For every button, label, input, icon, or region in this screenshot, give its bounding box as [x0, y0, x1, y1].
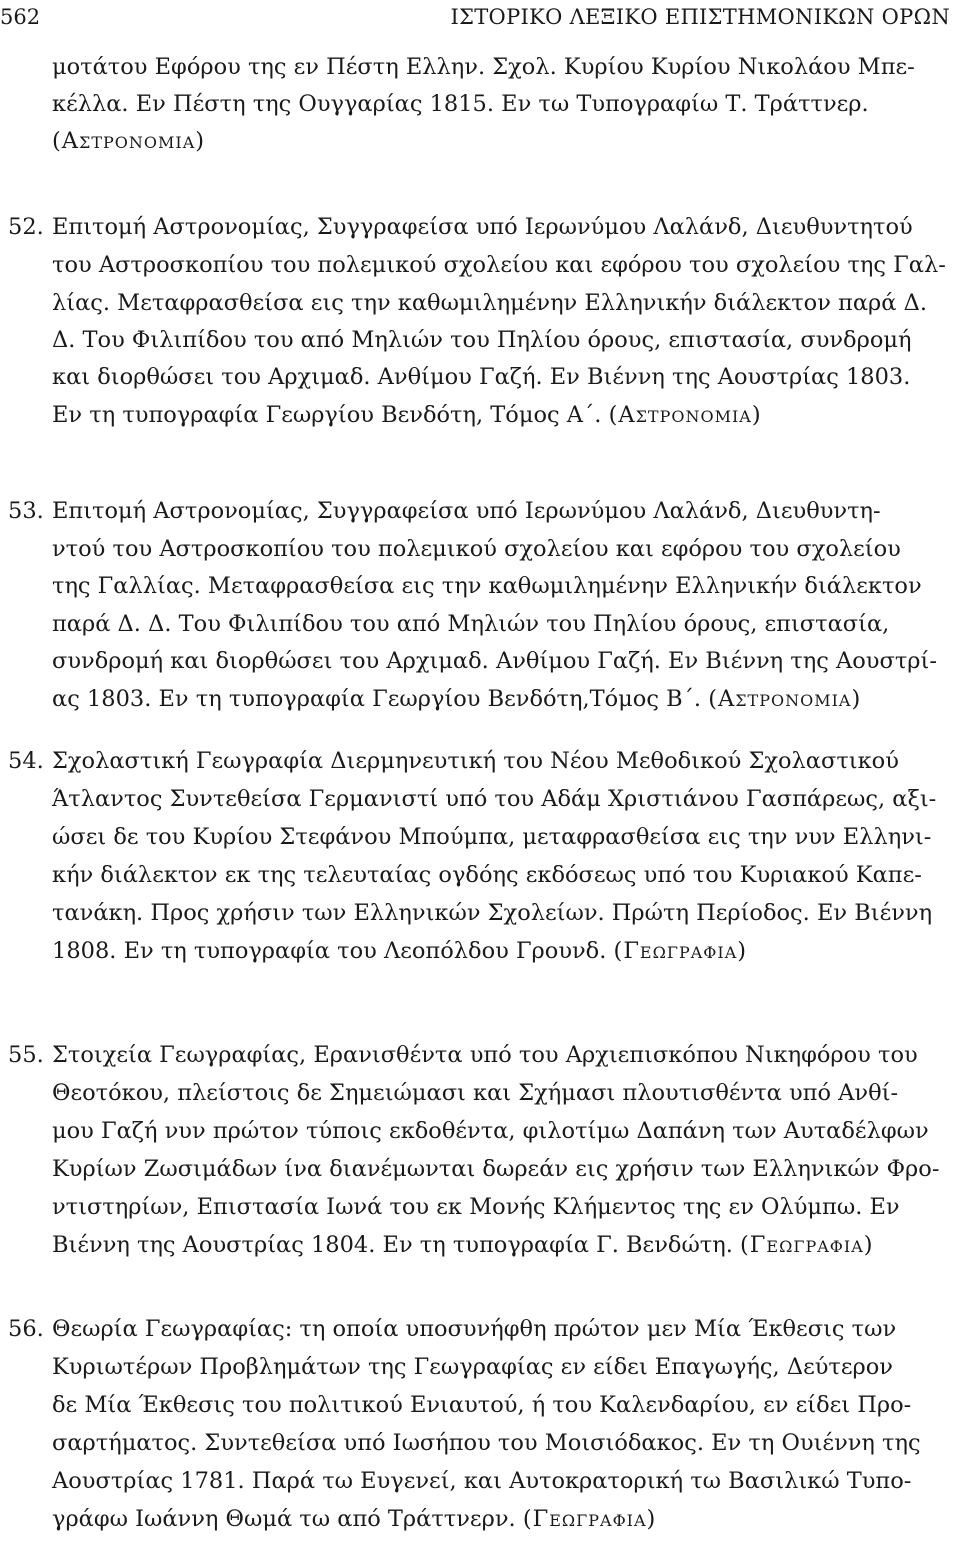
entry-number: 53. — [8, 498, 44, 524]
entry-line-text: Βιέννη της Αουστρίας 1804. Εν τη τυπογραφία Γ. Βενδώτη. — [52, 1232, 733, 1258]
category-label: (Γεωγραφια) — [740, 1232, 874, 1258]
entry-line — [52, 936, 747, 966]
category-label: (Αστρονομια) — [52, 128, 206, 154]
entry-line: ντού του Αστροσκοπίου του πολεμικού σχολείου και εφόρου του σχολείου — [52, 536, 901, 562]
category-label: (Αστρονομια) — [708, 686, 862, 712]
entry-line: της Γαλλίας. Μεταφρασθείσα εις την καθωμιλημένην Ελληνικήν διάλεκτον — [52, 573, 922, 599]
entry-line: ώσει δε του Κυρίου Στεφάνου Μπούμπα, μεταφρασθείσα εις την νυν Ελληνι- — [52, 824, 932, 850]
entry-line-text: γράφω Ιωάννη Θωμά τω από Τράττνερν. — [52, 1506, 516, 1532]
entry-line: σαρτήματος. Συντεθείσα υπό Ιωσήπου του Μοισιόδακος. Εν τη Ουιέννη της — [52, 1430, 921, 1456]
entry-line: Επιτομή Αστρονομίας, Συγγραφείσα υπό Ιερωνύμου Λαλάνδ, Διευθυντη- — [52, 498, 881, 524]
entry-line: παρά Δ. Δ. Του Φιλιπίδου του από Μηλιών του Πηλίου όρους, επιστασία, — [52, 611, 890, 637]
entry-line: Κυρίων Ζωσιμάδων ίνα διανέμωνται δωρεάν εις χρήσιν των Ελληνικών Φρο- — [52, 1156, 940, 1182]
category-label: (Αστρονομια) — [608, 402, 762, 428]
entry-line: και διορθώσει του Αρχιμαδ. Ανθίμου Γαζή. Εν Βιέννη της Αουστρίας 1803. — [52, 364, 911, 390]
entry-line: μου Γαζή νυν πρώτον τύποις εκδοθέντα, φιλοτίμω Δαπάνη των Αυταδέλφων — [52, 1118, 929, 1144]
entry-line: κήν διάλεκτον εκ της τελευταίας ογδόης εκδόσεως υπό του Κυριακού Καπε- — [52, 862, 922, 888]
entry-line: Στοιχεία Γεωγραφίας, Ερανισθέντα υπό του Αρχιεπισκόπου Νικηφόρου του — [52, 1042, 918, 1068]
running-title: ΙΣΤΟΡΙΚΟ ΛΕΞΙΚΟ ΕΠΙΣΤΗΜΟΝΙΚΩΝ ΟΡΩΝ — [450, 5, 950, 29]
entry-line: ντιστηρίων, Επιστασία Ιωνά του εκ Μονής Κλήμεντος της εν Ολύμπω. Εν — [52, 1194, 900, 1220]
entry-line: δε Μία Έκθεσις του πολιτικού Ενιαυτού, ή του Καλενδαρίου, εν είδει Προ- — [52, 1392, 912, 1418]
entry-line-text: ας 1803. Εν τη τυπογραφία Γεωργίου Βενδότη,Τόμος Β΄. — [52, 686, 702, 712]
entry-line: Αουστρίας 1781. Παρά τω Ευγενεί, και Αυτοκρατορική τω Βασιλικώ Τυπο- — [52, 1468, 912, 1494]
entry-line — [52, 1504, 656, 1534]
entry-number: 54. — [8, 748, 44, 774]
entry-line — [52, 400, 762, 430]
entry-line: μοτάτου Εφόρου της εν Πέστη Ελλην. Σχολ. Κυρίου Κυρίου Νικολάου Μπε- — [52, 54, 915, 80]
entry-line: του Αστροσκοπίου του πολεμικού σχολείου και εφόρου του σχολείου της Γαλ- — [52, 252, 946, 278]
entry-line: Άτλαντος Συντεθείσα Γερμανιστί υπό του Αδάμ Χριστιάνου Γασπάρεως, αξι- — [52, 786, 937, 812]
entry-line-text: Εν τη τυπογραφία Γεωργίου Βενδότη, Τόμος Α΄. — [52, 402, 602, 428]
entry-line: Θεωρία Γεωγραφίας: τη οποία υποσυνήφθη πρώτον μεν Μία Έκθεσις των — [52, 1316, 897, 1342]
entry-line: λίας. Μεταφρασθείσα εις την καθωμιλημένην Ελληνικήν διάλεκτον παρά Δ. — [52, 290, 927, 316]
entry-line — [52, 1230, 874, 1260]
category-label: (Γεωγραφια) — [522, 1506, 657, 1532]
entry-line: συνδρομή και διορθώσει του Αρχιμαδ. Ανθίμου Γαζή. Εν Βιέννη της Αουστρί- — [52, 648, 937, 674]
entry-line: κέλλα. Εν Πέστη της Ουγγαρίας 1815. Εν τω Τυπογραφίω Τ. Τράττνερ. — [52, 91, 869, 117]
entry-line — [52, 684, 861, 714]
entry-line: Δ. Του Φιλιπίδου του από Μηλιών του Πηλίου όρους, επιστασία, συνδρομή — [52, 327, 912, 353]
entry-line: τανάκη. Προς χρήσιν των Ελληνικών Σχολείων. Πρώτη Περίοδος. Εν Βιέννη — [52, 900, 933, 926]
page-number: 562 — [0, 5, 41, 29]
entry-line: Σχολαστική Γεωγραφία Διερμηνευτική του Νέου Μεθοδικού Σχολαστικού — [52, 748, 899, 774]
category-label: (Γεωγραφια) — [613, 938, 748, 964]
entry-line: Κυριωτέρων Προβλημάτων της Γεωγραφίας εν είδει Επαγωγής, Δεύτερον — [52, 1354, 893, 1380]
entry-line-text: 1808. Εν τη τυπογραφία του Λεοπόλδου Γρουνδ. — [52, 938, 607, 964]
entry-line: Επιτομή Αστρονομίας, Συγγραφείσα υπό Ιερωνύμου Λαλάνδ, Διευθυντητού — [52, 214, 913, 240]
entry-number: 55. — [8, 1042, 44, 1068]
entry-number: 52. — [8, 214, 44, 240]
entry-number: 56. — [8, 1316, 44, 1342]
page-header — [0, 0, 960, 40]
entry-line: Θεοτόκου, πλείστοις δε Σημειώμασι και Σχήμασι πλουτισθέντα υπό Ανθί- — [52, 1080, 899, 1106]
